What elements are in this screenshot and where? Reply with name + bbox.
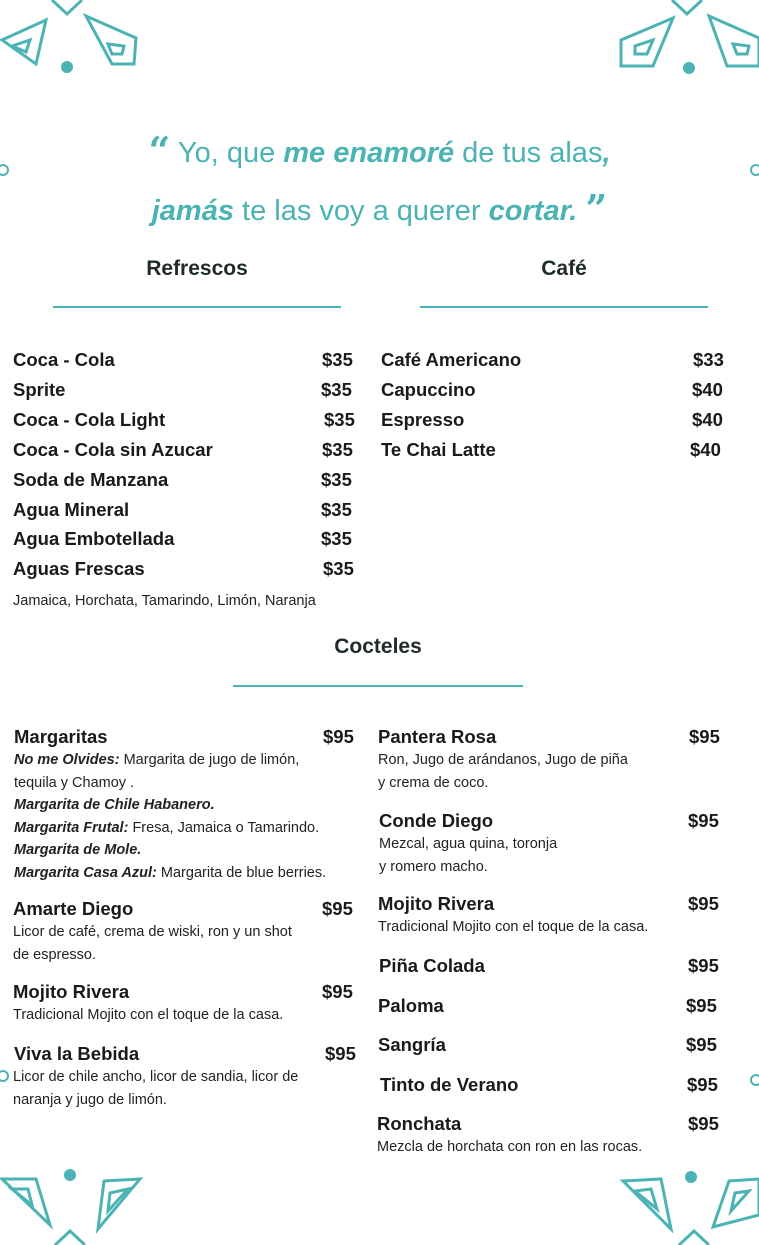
open-quote-mark: “ xyxy=(148,128,171,173)
menu-item-name: Capuccino xyxy=(381,379,476,400)
menu-item-price: $95 xyxy=(322,981,353,1002)
menu-item-name: Margaritas xyxy=(14,726,108,747)
menu-item-name: Mojito Rivera xyxy=(378,893,495,914)
menu-item-name: Piña Colada xyxy=(379,955,485,976)
viva-la-bebida-description: Licor de chile ancho, licor de sandia, licor de naranja y jugo de limón. xyxy=(13,1069,299,1108)
menu-item-price: $35 xyxy=(324,409,355,430)
menu-item-name: Pantera Rosa xyxy=(378,726,497,747)
menu-item-name: Tinto de Verano xyxy=(380,1074,519,1095)
heading-cocteles: Cocteles xyxy=(334,635,422,658)
menu-item-price: $33 xyxy=(693,349,724,370)
aguas-frescas-flavors: Jamaica, Horchata, Tamarindo, Limón, Naranja xyxy=(13,593,316,609)
amarte-diego-description: Licor de café, crema de wiski, ron y un shot de espresso. xyxy=(13,924,292,963)
menu-item-name: Sprite xyxy=(13,379,66,400)
dot-right-lower xyxy=(746,1072,759,1088)
menu-item-price: $35 xyxy=(321,528,352,549)
menu-item-price: $35 xyxy=(321,379,352,400)
ronchata-description: Mezcla de horchata con ron en las rocas. xyxy=(377,1139,643,1155)
menu-item-name: Coca - Cola xyxy=(13,349,115,370)
menu-item-name: Sangría xyxy=(378,1034,446,1055)
divider-refrescos xyxy=(53,306,341,308)
menu-item-price: $95 xyxy=(686,995,717,1016)
menu-item-price: $35 xyxy=(322,439,353,460)
menu-item-price: $35 xyxy=(321,499,352,520)
menu-item-price: $95 xyxy=(325,1043,356,1064)
menu-item-price: $95 xyxy=(689,726,720,747)
close-quote-mark: ” xyxy=(585,186,608,231)
menu-item-price: $95 xyxy=(688,810,719,831)
ornament-bottom-left xyxy=(0,1165,150,1245)
heading-refrescos: Refrescos xyxy=(146,257,248,280)
menu-item-name: Espresso xyxy=(381,409,465,430)
divider-cafe xyxy=(420,306,708,308)
menu-item-name: Mojito Rivera xyxy=(13,981,130,1002)
menu-item-price: $40 xyxy=(690,439,721,460)
menu-item-name: Soda de Manzana xyxy=(13,469,169,490)
menu-item-price: $40 xyxy=(692,409,723,430)
menu-item-price: $95 xyxy=(688,893,719,914)
menu-item-name: Ronchata xyxy=(377,1113,462,1134)
menu-item-name: Paloma xyxy=(378,995,444,1016)
menu-item-price: $95 xyxy=(322,898,353,919)
dot-left-lower xyxy=(0,1068,12,1084)
menu-item-price: $40 xyxy=(692,379,723,400)
mojito-rivera-description: Tradicional Mojito con el toque de la casa. xyxy=(378,919,649,935)
menu-item-name: Coca - Cola sin Azucar xyxy=(13,439,213,460)
menu-item-name: Te Chai Latte xyxy=(381,439,496,460)
quote-line-1: “ Yo, que me enamoré de tus alas, xyxy=(148,128,611,173)
ornament-bottom-right xyxy=(609,1165,759,1245)
conde-diego-description: Mezcal, agua quina, toronja y romero macho. xyxy=(379,836,558,875)
menu-item-name: Café Americano xyxy=(381,349,522,370)
menu-item-name: Agua Mineral xyxy=(13,499,130,520)
ornament-top-left xyxy=(0,0,150,80)
menu-item-price: $95 xyxy=(686,1034,717,1055)
quote-line-2: jamás te las voy a querer cortar. ” xyxy=(151,186,608,231)
menu-item-price: $35 xyxy=(323,558,354,579)
menu-item-name: Coca - Cola Light xyxy=(13,409,166,430)
menu-item-price: $35 xyxy=(321,469,352,490)
menu-item-name: Viva la Bebida xyxy=(14,1043,140,1064)
pantera-rosa-description: Ron, Jugo de arándanos, Jugo de piña y crema de coco. xyxy=(378,752,628,791)
menu-item-price: $95 xyxy=(323,726,354,747)
menu-item-price: $35 xyxy=(322,349,353,370)
menu-item-name: Conde Diego xyxy=(379,810,494,831)
menu-item-name: Agua Embotellada xyxy=(13,528,175,549)
menu-item-name: Aguas Frescas xyxy=(13,558,145,579)
menu-item-price: $95 xyxy=(688,1113,719,1134)
menu-item-price: $95 xyxy=(687,1074,718,1095)
mojito-rivera-description: Tradicional Mojito con el toque de la casa. xyxy=(13,1007,284,1023)
ornament-top-right xyxy=(609,0,759,80)
heading-cafe: Café xyxy=(541,257,587,280)
margaritas-description: No me Olvides: Margarita de jugo de limón, tequila y Chamoy . Margarita de Chile Habanero. Margarita Frutal: Fresa, Jamaica o Tamarindo. Margarita de Mole. Margarita Casa Azul: Margarita de blue berries. xyxy=(14,752,327,881)
divider-cocteles xyxy=(233,685,523,687)
menu-item-name: Amarte Diego xyxy=(13,898,134,919)
menu-item-price: $95 xyxy=(688,955,719,976)
